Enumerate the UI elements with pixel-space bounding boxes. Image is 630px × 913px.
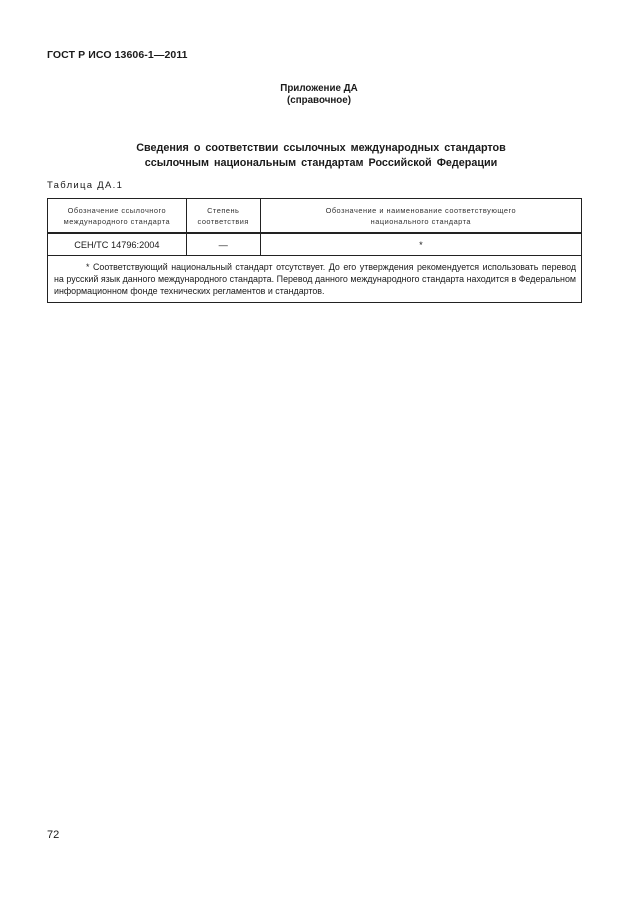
table-row (48, 233, 582, 256)
column-header-degree (186, 199, 260, 234)
table-footnote-cell (48, 256, 582, 303)
appendix-title: Приложение ДА (280, 83, 358, 94)
column-header-national-standard (260, 199, 581, 234)
table-header-row (48, 199, 582, 234)
section-title (0, 141, 630, 171)
column-header-line: соответствия (197, 216, 249, 226)
section-title-line-2: ссылочным национальным стандартам Российской Федерации (144, 157, 498, 169)
page-number: 72 (47, 829, 60, 841)
correspondence-table (47, 198, 582, 303)
column-header-line: Обозначение ссылочного (67, 205, 167, 215)
cell-national-standard: * (260, 233, 581, 256)
column-header-line: национального стандарта (370, 216, 472, 226)
table-footnote: * Соответствующий национальный стандарт отсутствует. До его утверждения рекомендуется использовать перевод на русский язык данного международного стандарта. Перевод данного международного стандарта находится в Федеральном информационном фонде технических регламентов и стандартов. (54, 262, 576, 296)
table-footnote-row (48, 256, 582, 303)
appendix-heading (0, 83, 630, 107)
cell-degree: — (186, 233, 260, 256)
column-header-international-standard (48, 199, 187, 234)
column-header-line: международного стандарта (63, 216, 171, 226)
table-caption: Таблица ДА.1 (47, 180, 124, 191)
cell-international-designation: CEH/TC 14796:2004 (48, 233, 187, 256)
section-title-line-1: Сведения о соответствии ссылочных международных стандартов (136, 142, 506, 154)
column-header-line: Степень (207, 205, 240, 215)
document-header: ГОСТ Р ИСО 13606-1—2011 (47, 49, 188, 61)
column-header-line: Обозначение и наименование соответствующего (325, 205, 517, 215)
appendix-subtitle: (справочное) (287, 95, 351, 106)
